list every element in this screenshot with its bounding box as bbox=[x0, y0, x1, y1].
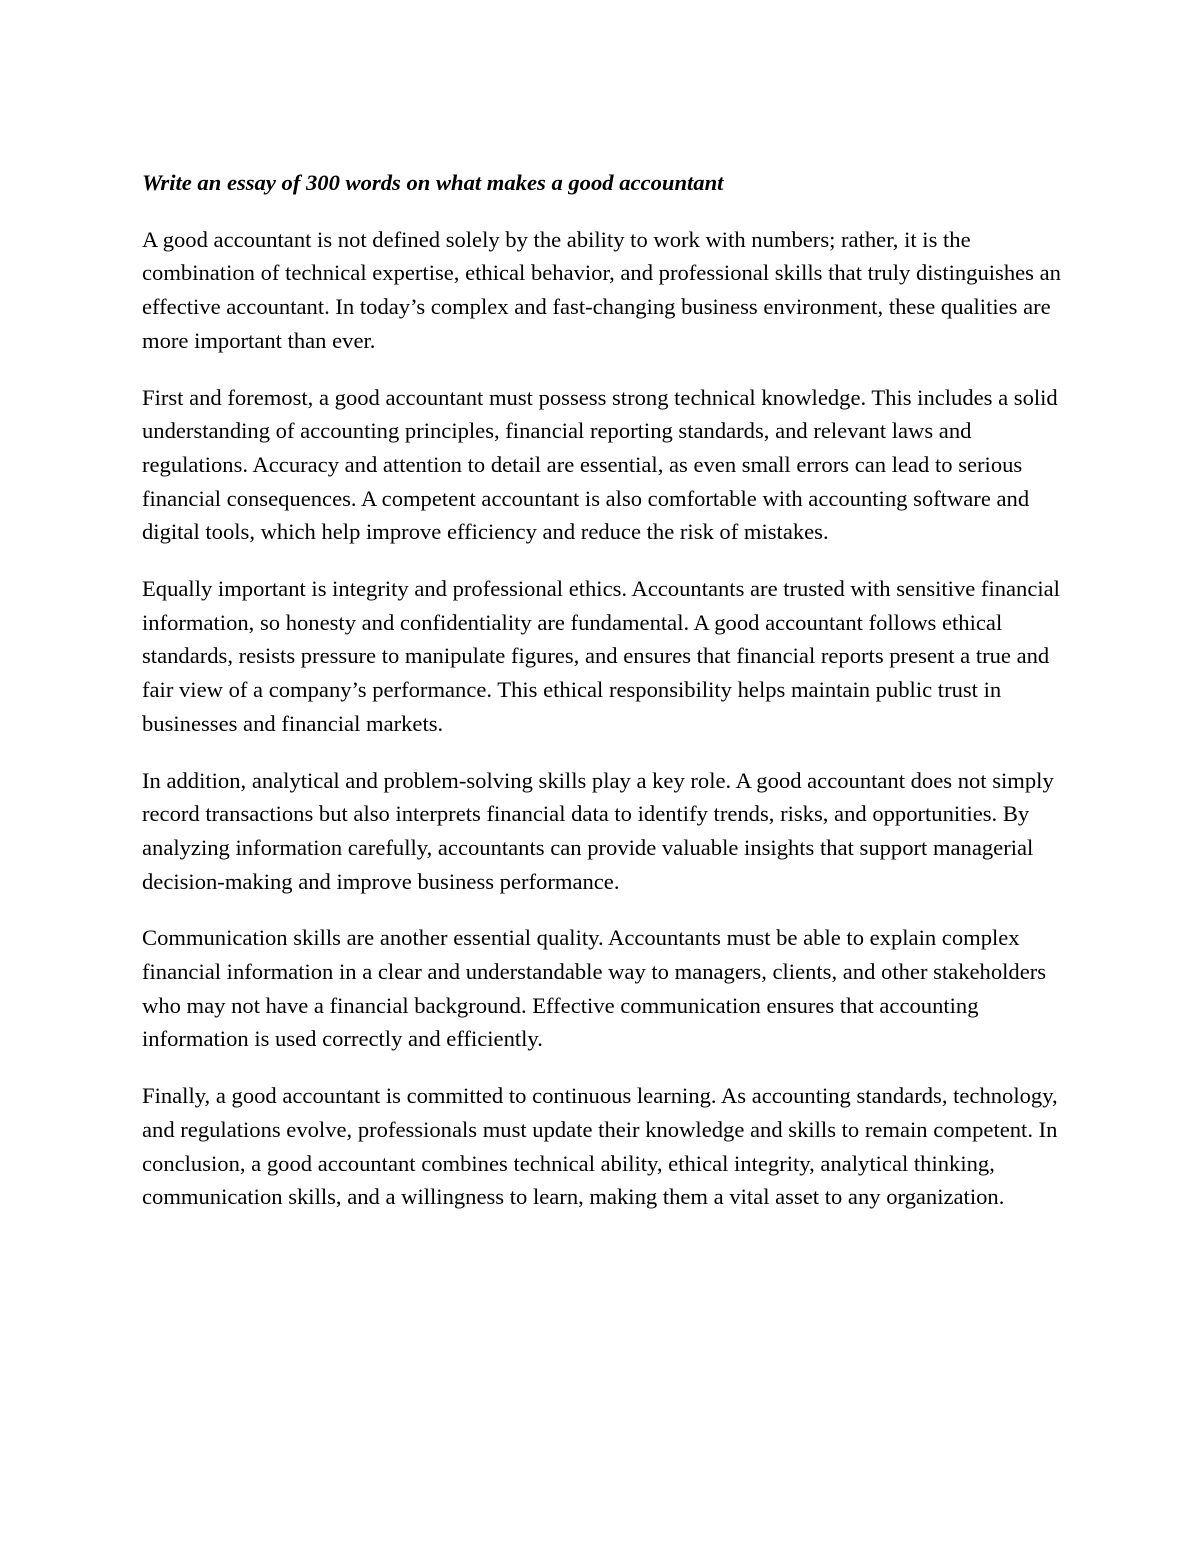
paragraph-introduction: A good accountant is not defined solely by the ability to work with numbers; rather, it is the combination of technical expertise, ethical behavior, and professional skills that truly distinguishes an effective accountant. In today’s complex and fast-changing business environment, these qualities are more important than ever. bbox=[142, 226, 1061, 353]
essay-title: Write an essay of 300 words on what makes a good accountant bbox=[142, 170, 724, 195]
paragraph-analytical-skills: In addition, analytical and problem-solving skills play a key role. A good accountant does not simply record transactions but also interprets financial data to identify trends, risks, and opportunities. By analyzing information carefully, accountants can provide valuable insights that support managerial decision-making and improve business performance. bbox=[142, 767, 1054, 894]
document-body bbox=[142, 166, 1067, 1237]
paragraph-technical-knowledge: First and foremost, a good accountant must possess strong technical knowledge. This includes a solid understanding of accounting principles, financial reporting standards, and relevant laws and regulations. Accuracy and attention to detail are essential, as even small errors can lead to serious financial consequences. A competent accountant is also comfortable with accounting software and digital tools, which help improve efficiency and reduce the risk of mistakes. bbox=[142, 384, 1058, 545]
paragraph-communication-skills: Communication skills are another essential quality. Accountants must be able to explain complex financial information in a clear and understandable way to managers, clients, and other stakeholders who may not have a financial background. Effective communication ensures that accounting information is used correctly and efficiently. bbox=[142, 925, 1047, 1052]
paragraph-integrity-ethics: Equally important is integrity and professional ethics. Accountants are trusted with sensitive financial information, so honesty and confidentiality are fundamental. A good accountant follows ethical standards, resists pressure to manipulate figures, and ensures that financial reports present a true and fair view of a company’s performance. This ethical responsibility helps maintain public trust in businesses and financial markets. bbox=[142, 576, 1060, 736]
paragraph-continuous-learning: Finally, a good accountant is committed to continuous learning. As accounting standards, technology, and regulations evolve, professionals must update their knowledge and skills to remain competent. In conclusion, a good accountant combines technical ability, ethical integrity, analytical thinking, communication skills, and a willingness to learn, making them a vital asset to any organization. bbox=[142, 1083, 1058, 1210]
